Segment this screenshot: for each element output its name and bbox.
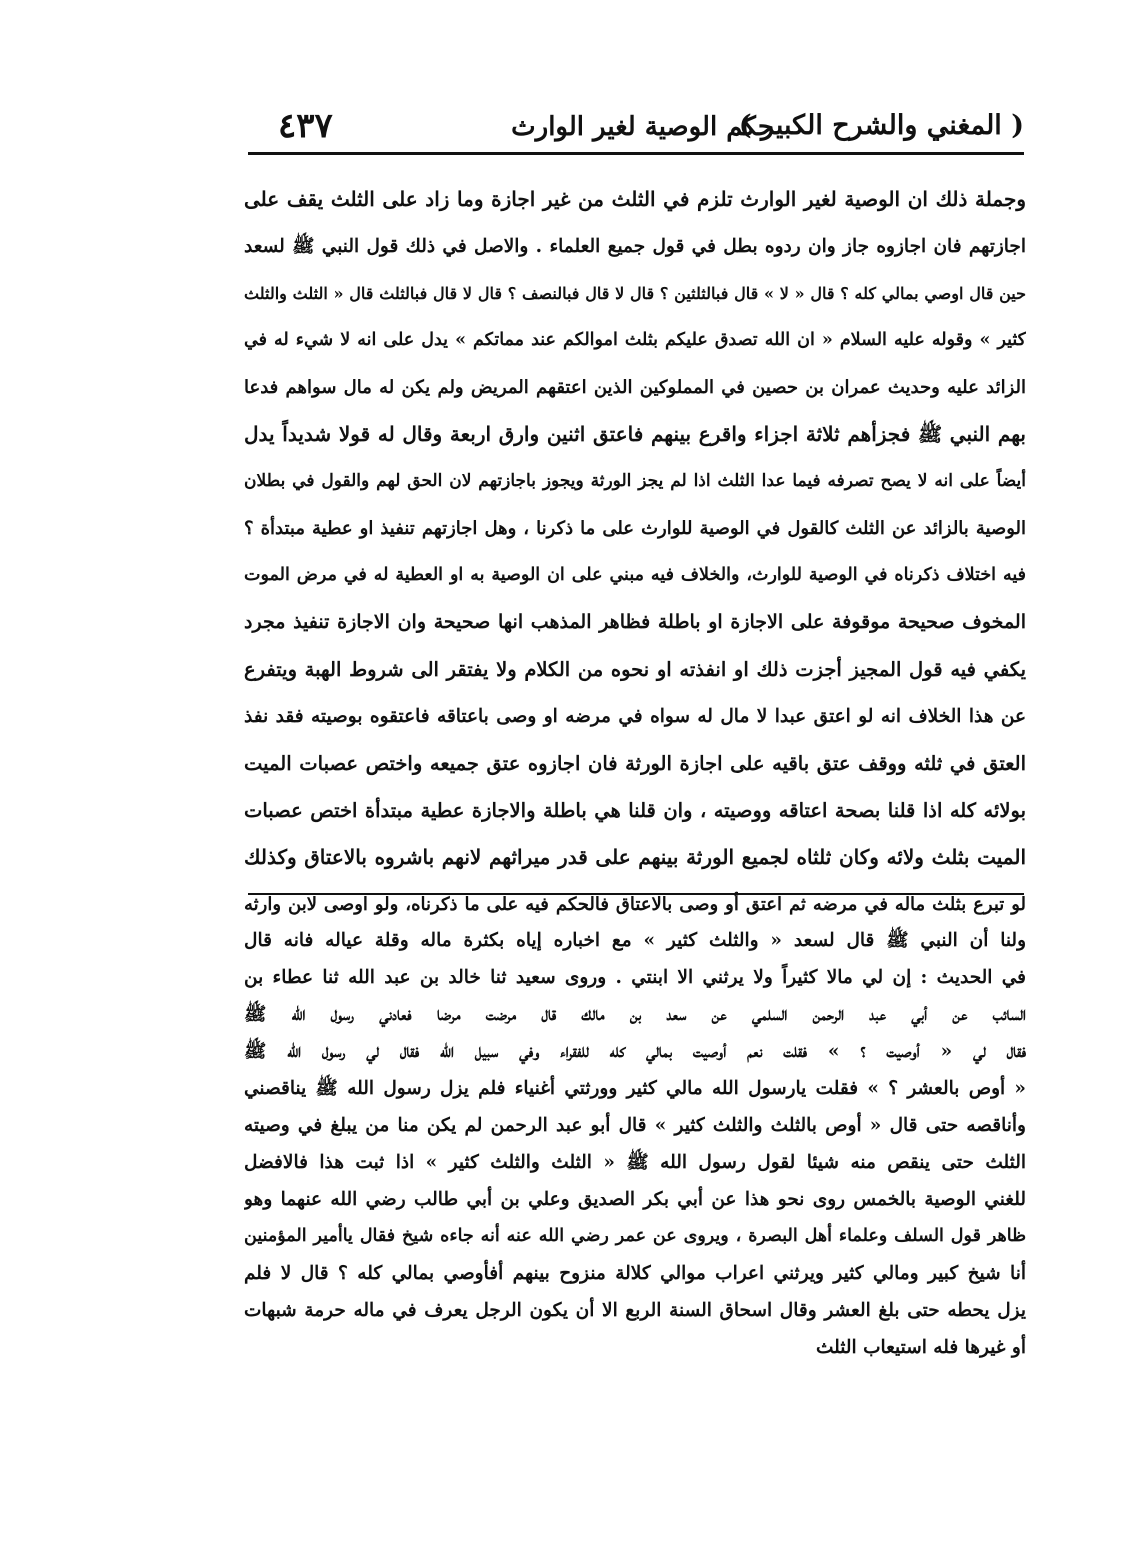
section-divider <box>248 893 1024 895</box>
text-line: المخوف صحيحة موقوفة على الاجازة او باطلة فظاهر المذهب انها صحيحة وان الاجازة تنفيذ مجرد <box>244 611 1026 633</box>
text-line: في الحديث : إن لي مالا كثيراً ولا يرثني الا ابنتي . وروى سعيد ثنا خالد بن عبد الله ثنا عطاء بن <box>244 967 1026 988</box>
text-line: بهم النبي ﷺ فجزأهم ثلاثة اجزاء واقرع بينهم فاعتق اثنين وارق اربعة وقال له قولا شديداً يدل <box>244 422 1026 446</box>
text-line: حين قال اوصي بمالي كله ؟ قال « لا » قال فبالثلثين ؟ قال لا قال فبالنصف ؟ قال لا قال فبالثلث قال « الثلث والثلث <box>244 284 1026 303</box>
text-line: الوصية بالزائد عن الثلث كالقول في الوصية للوارث على ما ذكرنا ، وهل اجازتهم تنفيذ او عطية مبتدأة ؟ <box>244 518 1026 539</box>
text-line: فيه اختلاف ذكرناه في الوصية للوارث، والخلاف فيه مبني على ان الوصية به او العطية له في مرض الموت <box>244 565 1026 585</box>
text-line: يزل يحطه حتى بلغ العشر وقال اسحاق السنة الربع الا أن يكون الرجل يعرف في ماله حرمة شبهات <box>244 1300 1026 1321</box>
text-line: كثير » وقوله عليه السلام « ان الله تصدق عليكم بثلث اموالكم عند مماتكم » يدل على انه لا شيء له في <box>244 330 1026 350</box>
main-text <box>244 176 1026 928</box>
lower-text <box>244 922 1026 1366</box>
text-line: عن هذا الخلاف انه لو اعتق عبدا لا مال له سواه في مرضه او وصى باعتاقه فاعتقوه بوصيته فقد نفذ <box>244 706 1026 727</box>
header-rule <box>248 152 1024 155</box>
text-line: الزائد عليه وحديث عمران بن حصين في المملوكين الذين اعتقهم المريض ولم يكن له مال سواهم فدعا <box>244 377 1026 398</box>
text-line: الثلث حتى ينقص منه شيئا لقول رسول الله ﷺ « الثلث والثلث كثير » اذا ثبت هذا فالافضل <box>244 1152 1026 1173</box>
text-line: أنا شيخ كبير ومالي كثير ويرثني اعراب موالي كلالة منزوح بينهم أفأوصي بمالي كله ؟ قال لا فلم <box>244 1263 1026 1284</box>
chapter-title: حكم الوصية لغير الوارث <box>511 112 774 142</box>
text-line: اجازتهم فان اجازوه جاز وان ردوه بطل في قول جميع العلماء . والاصل في ذلك قول النبي ﷺ لسعد <box>244 236 1026 257</box>
text-line: الميت بثلث ولائه وكان ثلثاه لجميع الورثة بينهم على قدر ميراثهم لانهم باشروه بالاعتاق وكذلك <box>244 845 1026 869</box>
text-line: للغني الوصية بالخمس روى نحو هذا عن أبي بكر الصديق وعلي بن أبي طالب رضي الله عنهما وهو <box>244 1189 1026 1210</box>
text-line: ظاهر قول السلف وعلماء أهل البصرة ، ويروى عن عمر رضي الله عنه أنه جاءه شيخ فقال ياأمير المؤمنين <box>244 1226 1026 1246</box>
text-line: فقال لي « أوصيت ؟ » فقلت نعم أوصيت بمالي كله للفقراء وفي سبيل الله فقال لي رسول الله ﷺ <box>244 1041 1026 1062</box>
text-line: وجملة ذلك ان الوصية لغير الوارث تلزم في الثلث من غير اجازة وما زاد على الثلث يقف على <box>244 187 1026 211</box>
text-line: ولنا أن النبي ﷺ قال لسعد « والثلث كثير » مع اخباره إياه بكثرة ماله وقلة عياله فانه قال <box>244 930 1026 951</box>
text-line: السائب عن أبي عبد الرحمن السلمي عن سعد بن مالك قال مرضت مرضا فعادني رسول الله ﷺ <box>244 1004 1026 1025</box>
text-line: العتق في ثلثه ووقف عتق باقيه على اجازة الورثة فان اجازوه عتق جميعه واختص عصبات الميت <box>244 752 1026 775</box>
page-header <box>248 108 1024 152</box>
book-title: ( المغني والشرح الكبير ) <box>738 110 1024 141</box>
text-line: « أوص بالعشر ؟ » فقلت يارسول الله مالي كثير وورثتي أغنياء فلم يزل رسول الله ﷺ يناقصني <box>244 1078 1026 1099</box>
text-line: وأناقصه حتى قال « أوص بالثلث والثلث كثير » قال أبو عبد الرحمن لم يكن منا من يبلغ في وصيته <box>244 1115 1026 1136</box>
text-line: يكفي فيه قول المجيز أجزت ذلك او انفذته او نحوه من الكلام ولا يفتقر الى شروط الهبة ويتفرع <box>244 658 1026 681</box>
text-line: أو غيرها فله استيعاب الثلث <box>815 1337 1026 1358</box>
text-line: لو تبرع بثلث ماله في مرضه ثم اعتق أو وصى بالاعتاق فالحكم فيه على ما ذكرناه، ولو اوصى لابن وارثه <box>244 894 1026 915</box>
text-line: بولائه كله اذا قلنا بصحة اعتاقه ووصيته ، وان قلنا هي باطلة والاجازة عطية مبتدأة اختص عصبات <box>244 799 1026 822</box>
page-number: ٤٣٧ <box>278 106 333 146</box>
text-line: أيضاً على انه لا يصح تصرفه فيما عدا الثلث اذا لم يجز الورثة ويجوز باجازتهم لان الحق لهم والقول في بطلان <box>244 471 1026 491</box>
